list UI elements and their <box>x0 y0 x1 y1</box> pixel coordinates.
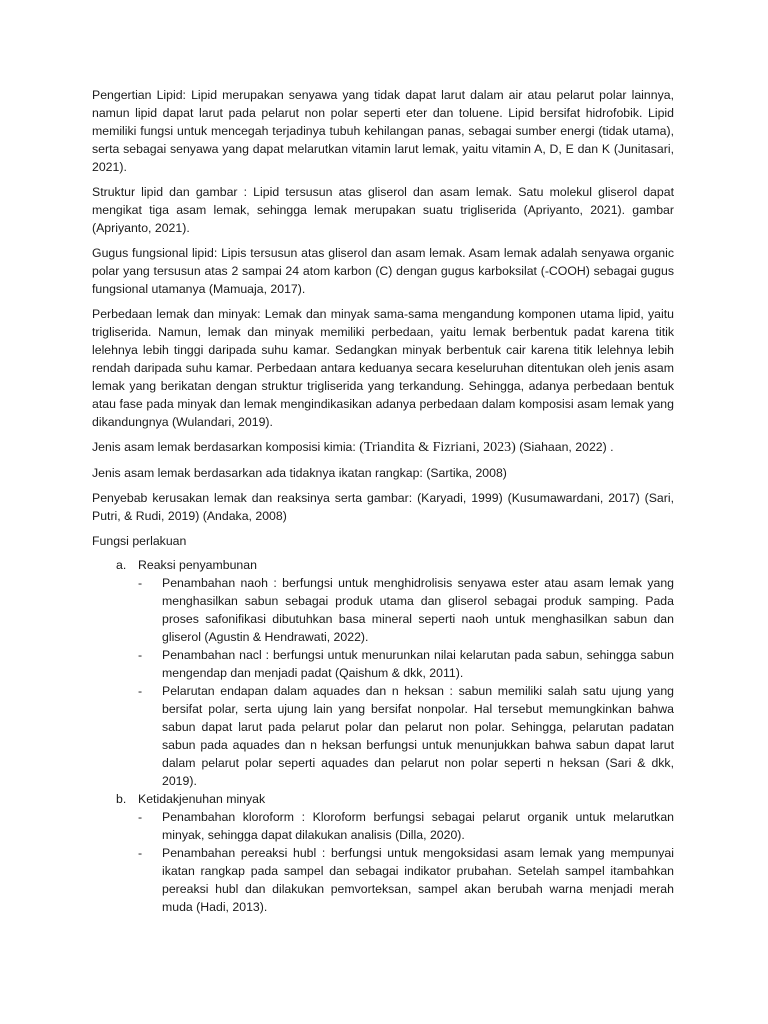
list-item <box>138 574 674 646</box>
subsection-title-text: Reaksi penyambunan <box>138 558 257 572</box>
paragraph-fatty-acid-bond: Jenis asam lemak berdasarkan ada tidaknya ikatan rangkap: (Sartika, 2008) <box>92 466 507 480</box>
bullet-list <box>138 574 674 790</box>
bullet-list <box>138 808 674 916</box>
dash-marker: - <box>138 810 143 824</box>
paragraph-functional-group: Gugus fungsional lipid: Lipis tersusun atas gliserol dan asam lemak. Asam lemak adalah senyawa organic polar yang tersusun atas 2 sampai 24 atom karbon (C) dengan gugus karboksilat (-COOH) sebagai gugus fungsional utamanya (Mamuaja, 2017). <box>92 246 674 296</box>
list-marker: b. <box>116 792 127 806</box>
list-item <box>138 844 674 916</box>
list-item-text: Pelarutan endapan dalam aquades dan n heksan : sabun memiliki salah satu ujung yang bersifat polar, serta ujung lain yang bersifat nonpolar. Hal tersebut memungkinkan bahwa sabun dapat larut pada pelarut polar dan pelarut non polar. Sehingga, pelarutan padatan sabun pada aquades dan n heksan berfungsi untuk menunjukkan bahwa sabun dapat larut dalam pelarut polar seperti aquades dan pelarut non polar seperti n heksan (Sari & dkk, 2019). <box>162 684 674 788</box>
list-item <box>138 646 674 682</box>
list-item-text: Penambahan nacl : berfungsi untuk menurunkan nilai kelarutan pada sabun, sehingga sabun mengendap dan menjadi padat (Qaishum & dkk, 2011). <box>162 648 674 680</box>
subsection-reaksi-penyambunan <box>92 556 674 790</box>
paragraph-fat-damage: Penyebab kerusakan lemak dan reaksinya serta gambar: (Karyadi, 1999) (Kusumawardani, 2017) (Sari, Putri, & Rudi, 2019) (Andaka, 2008) <box>92 491 674 523</box>
section-title-fungsi-perlakuan: Fungsi perlakuan <box>92 534 187 548</box>
document-body <box>92 86 674 916</box>
list-item <box>138 682 674 790</box>
dash-marker: - <box>138 576 143 590</box>
dash-marker: - <box>138 648 143 662</box>
list-item-text: Penambahan naoh : berfungsi untuk menghidrolisis senyawa ester atau asam lemak yang menghasilkan sabun sebagai produk utama dan gliserol sebagai produk samping. Pada proses safonifikasi dibutuhkan basa mineral seperti naoh untuk menghasilkan sabun dan gliserol (Agustin & Hendrawati, 2022). <box>162 576 674 644</box>
subsection-title <box>116 790 674 808</box>
list-item <box>138 808 674 844</box>
paragraph-fat-oil-difference: Perbedaan lemak dan minyak: Lemak dan minyak sama-sama mengandung komponen utama lipid, yaitu trigliserida. Namun, lemak dan minyak memiliki perbedaan, yaitu lemak berbentuk padat karena titik lelehnya lebih tinggi daripada suhu kamar. Sedangkan minyak berbentuk cair karena titik lelehnya lebih rendah daripada suhu kamar. Perbedaan antara keduanya secara keseluruhan ditentukan oleh jenis asam lemak yang berikatan dengan struktur trigliserida yang terkandung. Sehingga, adanya perbedaan bentuk atau fase pada minyak dan lemak mengindikasikan adanya perbedaan dalam komposisi asam lemak yang dikandungnya (Wulandari, 2019). <box>92 307 674 429</box>
paragraph-fatty-acid-chemical <box>92 438 674 457</box>
paragraph-fatty-acid-chemical-text: Jenis asam lemak berdasarkan komposisi kimia: <box>92 440 360 454</box>
list-item-text: Penambahan pereaksi hubl : berfungsi untuk mengoksidasi asam lemak yang mempunyai ikatan rangkap pada sampel dan sebagai indikator prubahan. Setelah sampel itambahkan pereaksi hubl dan dilakukan pemvorteksan, sampel akan berubah warna menjadi merah muda (Hadi, 2013). <box>162 846 674 914</box>
paragraph-lipid-definition: Pengertian Lipid: Lipid merupakan senyawa yang tidak dapat larut dalam air atau pelarut polar lainnya, namun lipid dapat larut pada pelarut non polar seperti eter dan toluene. Lipid bersifat hidrofobik. Lipid memiliki fungsi untuk mencegah terjadinya tubuh kehilangan panas, sebagai sumber energi (tidak utama), serta sebagai senyawa yang dapat melarutkan vitamin larut lemak, yaitu vitamin A, D, E dan K (Junitasari, 2021). <box>92 88 674 174</box>
dash-marker: - <box>138 846 143 860</box>
dash-marker: - <box>138 684 143 698</box>
citation-triandita: (Triandita & Fizriani, 2023) <box>359 440 516 455</box>
subsection-ketidakjenuhan-minyak <box>92 790 674 916</box>
citation-siahaan: (Siahaan, 2022) . <box>515 440 614 454</box>
paragraph-lipid-structure: Struktur lipid dan gambar : Lipid tersusun atas gliserol dan asam lemak. Satu molekul gliserol dapat mengikat tiga asam lemak, sehingga lemak merupakan suatu trigliserida (Apriyanto, 2021). gambar (Apriyanto, 2021). <box>92 185 674 235</box>
subsection-title-text: Ketidakjenuhan minyak <box>138 792 266 806</box>
list-marker: a. <box>116 558 127 572</box>
list-item-text: Penambahan kloroform : Kloroform berfungsi sebagai pelarut organik untuk melarutkan minyak, sehingga dapat dilakukan analisis (Dilla, 2020). <box>162 810 674 842</box>
subsection-title <box>116 556 674 574</box>
